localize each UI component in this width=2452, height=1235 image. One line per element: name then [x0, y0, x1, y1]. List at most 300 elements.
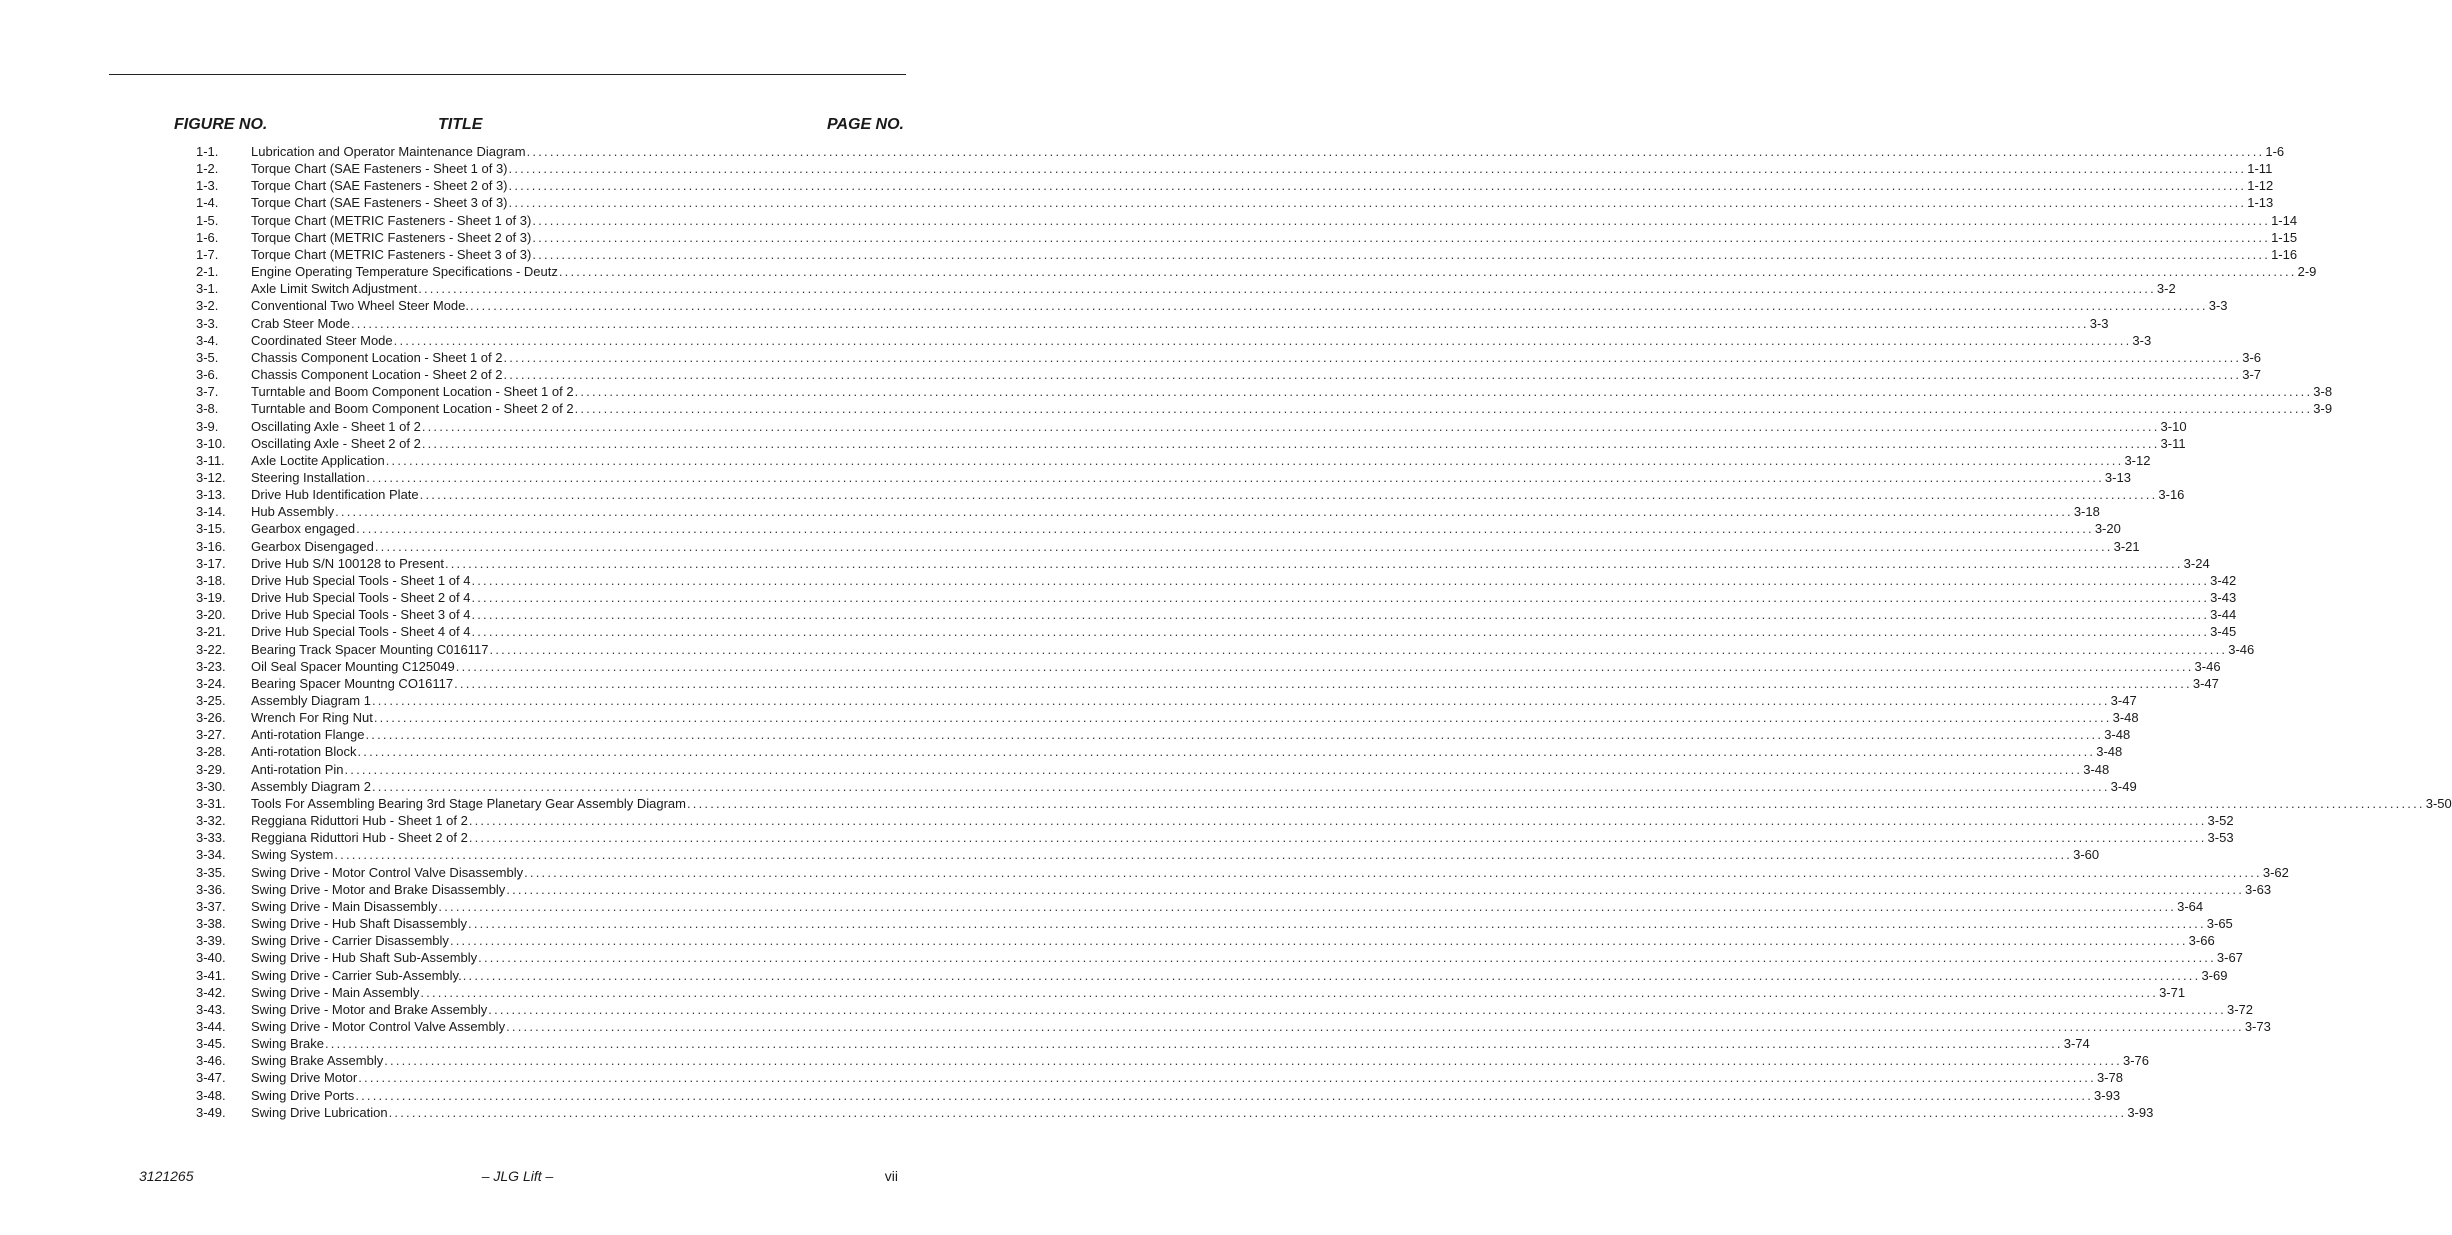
entry-body — [251, 967, 2228, 984]
dot-leader: ........................................................................................................................................................................................................................................................................................................... — [532, 246, 2271, 262]
figure-page: 3-20 — [2094, 521, 2121, 537]
figure-page: 3-45 — [2210, 624, 2237, 640]
figure-number: 3-13. — [196, 487, 226, 503]
dot-leader: ........................................................................................................................................................................................................................................................................................................... — [334, 847, 2073, 863]
figure-title: Swing Drive Motor — [251, 1070, 358, 1086]
figure-no-heading: FIGURE NO. — [174, 116, 268, 133]
figure-title: Turntable and Boom Component Location - Sheet 2 of 2 — [251, 401, 574, 417]
figure-number: 3-10. — [196, 435, 226, 451]
figure-page: 3-46 — [2228, 641, 2255, 657]
dot-leader: ........................................................................................................................................................................................................................................................................................................... — [506, 881, 2245, 897]
list-item[interactable] — [0, 263, 2317, 280]
figure-number: 3-17. — [196, 555, 226, 571]
entry-body — [251, 520, 2121, 537]
list-item[interactable] — [0, 280, 2176, 297]
entry-body — [251, 349, 2262, 366]
figure-title: Coordinated Steer Mode — [251, 332, 393, 348]
list-item[interactable] — [0, 212, 2298, 229]
figure-page: 3-48 — [2083, 761, 2110, 777]
figure-page: 3-13 — [2104, 469, 2131, 485]
figure-number: 3-6. — [196, 367, 219, 383]
dot-leader: ........................................................................................................................................................................................................................................................................................................... — [470, 298, 2208, 314]
list-item[interactable] — [0, 1052, 2149, 1069]
list-item[interactable] — [0, 400, 2333, 417]
figure-page: 3-12 — [2124, 452, 2151, 468]
list-item[interactable] — [0, 898, 2204, 915]
entry-body — [251, 486, 2185, 503]
figure-number: 1-1. — [196, 144, 219, 159]
figure-page: 3-9 — [2313, 401, 2333, 417]
list-item[interactable] — [0, 520, 2121, 537]
figure-page: 3-62 — [2262, 864, 2289, 880]
entry-body — [251, 229, 2298, 246]
figure-title: Swing Brake Assembly — [251, 1053, 384, 1069]
figure-page: 3-66 — [2188, 933, 2215, 949]
top-rule — [109, 74, 906, 75]
list-item[interactable] — [0, 692, 2137, 709]
figure-title: Swing Drive - Hub Shaft Sub-Assembly — [251, 950, 478, 966]
figure-page: 3-60 — [2073, 847, 2100, 863]
figure-number: 3-45. — [196, 1036, 226, 1052]
list-item[interactable] — [0, 743, 2123, 760]
list-item[interactable] — [0, 778, 2137, 795]
figure-number: 1-7. — [196, 246, 219, 262]
list-item[interactable] — [0, 1069, 2123, 1086]
figure-title: Anti-rotation Block — [251, 744, 357, 760]
figure-title: Swing Drive - Motor Control Valve Disassembly — [251, 864, 524, 880]
dot-leader: ........................................................................................................................................................................................................................................................................................................... — [532, 229, 2271, 245]
figure-page: 3-3 — [2132, 332, 2152, 348]
entry-body — [251, 263, 2317, 280]
figure-title: Conventional Two Wheel Steer Mode. — [251, 298, 469, 314]
figure-title: Tools For Assembling Bearing 3rd Stage Planetary Gear Assembly Diagram — [251, 795, 686, 811]
figure-number: 3-40. — [196, 950, 226, 966]
entry-body — [251, 383, 2333, 400]
dot-leader: ........................................................................................................................................................................................................................................................................................................... — [385, 452, 2124, 468]
entry-body — [251, 1069, 2123, 1086]
entry-body — [251, 1001, 2254, 1018]
figure-title: Swing Drive Ports — [251, 1087, 355, 1103]
entry-body — [251, 658, 2221, 675]
figure-title: Swing Drive - Carrier Disassembly — [251, 933, 449, 949]
dot-leader: ........................................................................................................................................................................................................................................................................................................... — [356, 521, 2094, 537]
figure-number: 3-11. — [196, 452, 225, 468]
figure-page: 1-16 — [2271, 246, 2298, 262]
figure-number: 3-47. — [196, 1070, 226, 1086]
list-item[interactable] — [0, 297, 2228, 314]
figure-page: 3-47 — [2110, 693, 2137, 708]
figure-title: Chassis Component Location - Sheet 1 of 2 — [251, 349, 503, 365]
list-item[interactable] — [0, 795, 2452, 812]
figure-page: 3-18 — [2073, 504, 2100, 520]
list-item[interactable] — [0, 1001, 2254, 1018]
figure-title: Anti-rotation Flange — [251, 727, 365, 743]
dot-leader: ........................................................................................................................................................................................................................................................................................................... — [462, 967, 2201, 983]
list-item[interactable] — [0, 915, 2233, 932]
figure-page: 3-49 — [2110, 778, 2137, 794]
figure-list — [0, 143, 2452, 1121]
figure-title: Swing Drive - Motor and Brake Assembly — [251, 1001, 488, 1017]
figure-page: 3-76 — [2122, 1053, 2149, 1069]
dot-leader: ........................................................................................................................................................................................................................................................................................................... — [365, 727, 2104, 743]
dot-leader: ........................................................................................................................................................................................................................................................................................................... — [393, 332, 2132, 348]
list-item[interactable] — [0, 864, 2289, 881]
entry-body — [251, 555, 2210, 572]
entry-body — [251, 160, 2273, 177]
entry-body — [251, 864, 2289, 881]
figure-title: Oscillating Axle - Sheet 1 of 2 — [251, 418, 421, 434]
dot-leader: ........................................................................................................................................................................................................................................................................................................... — [344, 761, 2083, 777]
entry-body — [251, 212, 2298, 229]
figure-title: Assembly Diagram 1 — [251, 693, 371, 708]
list-item[interactable] — [0, 623, 2237, 640]
entry-body — [251, 400, 2333, 417]
figure-page: 3-3 — [2208, 298, 2228, 314]
list-item[interactable] — [0, 435, 2186, 452]
entry-body — [251, 418, 2187, 435]
list-item[interactable] — [0, 538, 2140, 555]
dot-leader: ........................................................................................................................................................................................................................................................................................................... — [558, 264, 2297, 280]
figure-number: 3-41. — [196, 967, 226, 983]
dot-leader: ........................................................................................................................................................................................................................................................................................................... — [686, 795, 2425, 811]
list-item[interactable] — [0, 967, 2228, 984]
figure-page: 3-73 — [2244, 1018, 2271, 1034]
figure-page: 3-24 — [2183, 555, 2210, 571]
figure-number: 3-26. — [196, 710, 226, 726]
entry-body — [251, 932, 2215, 949]
list-item[interactable] — [0, 1018, 2271, 1035]
page-number: vii — [884, 1168, 898, 1184]
figure-title: Swing Drive - Hub Shaft Disassembly — [251, 916, 468, 932]
entry-body — [251, 726, 2131, 743]
entry-body — [251, 435, 2186, 452]
entry-body — [251, 297, 2228, 314]
figure-number: 3-16. — [196, 538, 226, 554]
figure-number: 3-44. — [196, 1018, 226, 1034]
list-item[interactable] — [0, 469, 2131, 486]
list-item[interactable] — [0, 555, 2210, 572]
dot-leader: ........................................................................................................................................................................................................................................................................................................... — [471, 590, 2210, 606]
dot-leader: ........................................................................................................................................................................................................................................................................................................... — [468, 813, 2207, 829]
entry-body — [251, 1052, 2149, 1069]
document-number: 3121265 — [139, 1168, 194, 1184]
figure-title: Oscillating Axle - Sheet 2 of 2 — [251, 435, 421, 451]
dot-leader: ........................................................................................................................................................................................................................................................................................................... — [468, 830, 2207, 846]
entry-body — [251, 1018, 2271, 1035]
figure-number: 3-5. — [196, 349, 219, 365]
list-item[interactable] — [0, 160, 2273, 177]
entry-body — [251, 675, 2219, 692]
list-item[interactable] — [0, 984, 2186, 1001]
entry-body — [251, 503, 2100, 520]
dot-leader: ........................................................................................................................................................................................................................................................................................................... — [355, 1087, 2094, 1103]
figure-title: Crab Steer Mode — [251, 315, 350, 331]
figure-number: 3-2. — [196, 298, 219, 314]
list-item[interactable] — [0, 315, 2109, 332]
dot-leader: ........................................................................................................................................................................................................................................................................................................... — [532, 212, 2271, 228]
figure-page: 1-11 — [2247, 161, 2273, 177]
figure-number: 3-37. — [196, 898, 226, 914]
figure-title: Drive Hub Special Tools - Sheet 3 of 4 — [251, 607, 471, 623]
figure-number: 1-2. — [196, 161, 219, 177]
page-footer — [0, 1168, 954, 1188]
table-header — [0, 116, 954, 136]
entry-body — [251, 332, 2152, 349]
figure-number: 3-28. — [196, 744, 226, 760]
dot-leader: ........................................................................................................................................................................................................................................................................................................... — [471, 624, 2210, 640]
dot-leader: ........................................................................................................................................................................................................................................................................................................... — [508, 161, 2247, 177]
figure-title: Swing System — [251, 847, 334, 863]
figure-page: 3-42 — [2210, 572, 2237, 588]
dot-leader: ........................................................................................................................................................................................................................................................................................................... — [421, 435, 2160, 451]
dot-leader: ........................................................................................................................................................................................................................................................................................................... — [503, 367, 2242, 383]
list-item[interactable] — [0, 1035, 2090, 1052]
entry-body — [251, 1087, 2121, 1104]
dot-leader: ........................................................................................................................................................................................................................................................................................................... — [388, 1104, 2127, 1120]
figure-title: Bearing Spacer Mountng CO16117 — [251, 675, 454, 691]
figure-number: 3-38. — [196, 916, 226, 932]
figure-page: 3-64 — [2177, 898, 2204, 914]
dot-leader: ........................................................................................................................................................................................................................................................................................................... — [488, 1001, 2226, 1017]
dot-leader: ........................................................................................................................................................................................................................................................................................................... — [373, 710, 2112, 726]
list-item[interactable] — [0, 932, 2215, 949]
entry-body — [251, 812, 2234, 829]
entry-body — [251, 778, 2137, 795]
entry-body — [251, 984, 2186, 1001]
entry-body — [251, 315, 2109, 332]
dot-leader: ........................................................................................................................................................................................................................................................................................................... — [421, 418, 2160, 434]
figure-title: Gearbox engaged — [251, 521, 356, 537]
figure-number: 3-4. — [196, 332, 219, 348]
figure-page: 1-12 — [2247, 178, 2274, 194]
entry-body — [251, 641, 2255, 658]
figure-number: 3-35. — [196, 864, 226, 880]
list-item[interactable] — [0, 658, 2221, 675]
figure-title: Torque Chart (METRIC Fasteners - Sheet 2 of 3) — [251, 229, 532, 245]
list-item[interactable] — [0, 177, 2274, 194]
list-item[interactable] — [0, 675, 2219, 692]
figure-title: Lubrication and Operator Maintenance Diagram — [251, 144, 526, 159]
list-item[interactable] — [0, 589, 2237, 606]
dot-leader: ........................................................................................................................................................................................................................................................................................................... — [366, 469, 2104, 485]
entry-body — [251, 469, 2131, 486]
figure-page: 3-46 — [2194, 658, 2221, 674]
figure-title: Drive Hub Special Tools - Sheet 2 of 4 — [251, 590, 471, 606]
figure-page: 1-15 — [2271, 229, 2298, 245]
list-item[interactable] — [0, 503, 2100, 520]
dot-leader: ........................................................................................................................................................................................................................................................................................................... — [374, 538, 2113, 554]
dot-leader: ........................................................................................................................................................................................................................................................................................................... — [335, 504, 2073, 520]
figure-page: 3-3 — [2089, 315, 2109, 331]
figure-page: 3-53 — [2207, 830, 2234, 846]
list-item[interactable] — [0, 726, 2131, 743]
figure-title: Drive Hub S/N 100128 to Present — [251, 555, 444, 571]
dot-leader: ........................................................................................................................................................................................................................................................................................................... — [574, 401, 2313, 417]
entry-body — [251, 795, 2452, 812]
figure-page: 3-8 — [2313, 384, 2333, 400]
dot-leader: ........................................................................................................................................................................................................................................................................................................... — [371, 778, 2110, 794]
list-item[interactable] — [0, 829, 2234, 846]
dot-leader: ........................................................................................................................................................................................................................................................................................................... — [468, 916, 2206, 932]
entry-body — [251, 692, 2137, 709]
figure-title: Torque Chart (SAE Fasteners - Sheet 1 of 3) — [251, 161, 508, 177]
figure-page: 3-69 — [2201, 967, 2228, 983]
figure-number: 3-3. — [196, 315, 219, 331]
figure-title: Drive Hub Special Tools - Sheet 1 of 4 — [251, 572, 471, 588]
entry-body — [251, 177, 2274, 194]
figure-title: Swing Brake — [251, 1036, 324, 1052]
entry-body — [251, 194, 2274, 211]
figure-title: Hub Assembly — [251, 504, 335, 520]
dot-leader: ........................................................................................................................................................................................................................................................................................................... — [420, 984, 2159, 1000]
figure-number: 3-33. — [196, 830, 226, 846]
list-item[interactable] — [0, 641, 2255, 658]
figure-title: Oil Seal Spacer Mounting C125049 — [251, 658, 455, 674]
figure-page: 1-14 — [2271, 212, 2298, 228]
figure-number: 3-46. — [196, 1053, 226, 1069]
list-item[interactable] — [0, 606, 2237, 623]
figure-title: Swing Drive - Motor Control Valve Assembly — [251, 1018, 506, 1034]
figure-page: 3-78 — [2096, 1070, 2123, 1086]
figure-page: 2-9 — [2297, 264, 2317, 280]
figure-number: 3-29. — [196, 761, 226, 777]
figure-title: Turntable and Boom Component Location - Sheet 1 of 2 — [251, 384, 574, 400]
figure-title: Swing Drive - Main Disassembly — [251, 898, 438, 914]
dot-leader: ........................................................................................................................................................................................................................................................................................................... — [574, 384, 2313, 400]
figure-number: 3-14. — [196, 504, 226, 520]
list-item[interactable] — [0, 1087, 2121, 1104]
list-item[interactable] — [0, 846, 2100, 863]
list-item[interactable] — [0, 332, 2152, 349]
figure-page: 3-10 — [2160, 418, 2187, 434]
dot-leader: ........................................................................................................................................................................................................................................................................................................... — [324, 1036, 2063, 1052]
figure-page: 3-93 — [2094, 1087, 2121, 1103]
figure-page: 3-63 — [2245, 881, 2272, 897]
dot-leader: ........................................................................................................................................................................................................................................................................................................... — [371, 693, 2110, 708]
figure-number: 3-30. — [196, 778, 226, 794]
list-item[interactable] — [0, 812, 2234, 829]
figure-page: 3-43 — [2210, 590, 2237, 606]
list-item[interactable] — [0, 1104, 2154, 1121]
dot-leader: ........................................................................................................................................................................................................................................................................................................... — [351, 315, 2089, 331]
list-item[interactable] — [0, 194, 2274, 211]
entry-body — [251, 881, 2272, 898]
dot-leader: ........................................................................................................................................................................................................................................................................................................... — [508, 195, 2247, 211]
entry-body — [251, 1104, 2154, 1121]
figure-title: Assembly Diagram 2 — [251, 778, 371, 794]
figure-number: 3-27. — [196, 727, 226, 743]
figure-title: Torque Chart (METRIC Fasteners - Sheet 3 of 3) — [251, 246, 532, 262]
entry-body — [251, 846, 2100, 863]
entry-body — [251, 623, 2237, 640]
dot-leader: ........................................................................................................................................................................................................................................................................................................... — [489, 641, 2228, 657]
entry-body — [251, 366, 2262, 383]
list-item[interactable] — [0, 229, 2298, 246]
figure-title: Torque Chart (SAE Fasteners - Sheet 2 of 3) — [251, 178, 508, 194]
list-item[interactable] — [0, 486, 2185, 503]
dot-leader: ........................................................................................................................................................................................................................................................................................................... — [471, 607, 2210, 623]
figure-title: Axle Loctite Application — [251, 452, 385, 468]
figure-page: 3-48 — [2104, 727, 2131, 743]
entry-body — [251, 452, 2151, 469]
list-item[interactable] — [0, 349, 2262, 366]
entry-body — [251, 572, 2237, 589]
list-item[interactable] — [0, 761, 2110, 778]
figure-title: Swing Drive - Carrier Sub-Assembly. — [251, 967, 462, 983]
figure-title: Reggiana Riduttori Hub - Sheet 1 of 2 — [251, 813, 468, 829]
figure-title: Swing Drive Lubrication — [251, 1104, 388, 1120]
figure-number: 3-39. — [196, 933, 226, 949]
figure-title: Chassis Component Location - Sheet 2 of 2 — [251, 367, 503, 383]
entry-body — [251, 606, 2237, 623]
figure-number: 3-24. — [196, 675, 226, 691]
figure-title: Wrench For Ring Nut — [251, 710, 373, 726]
entry-body — [251, 761, 2110, 778]
dot-leader: ........................................................................................................................................................................................................................................................................................................... — [438, 898, 2177, 914]
dot-leader: ........................................................................................................................................................................................................................................................................................................... — [444, 555, 2183, 571]
dot-leader: ........................................................................................................................................................................................................................................................................................................... — [454, 675, 2192, 691]
entry-body — [251, 949, 2243, 966]
figure-page: 3-47 — [2192, 675, 2219, 691]
figure-number: 3-34. — [196, 847, 226, 863]
figure-number: 3-1. — [196, 281, 219, 297]
dot-leader: ........................................................................................................................................................................................................................................................................................................... — [524, 864, 2262, 880]
list-item[interactable] — [0, 366, 2262, 383]
figure-page: 3-74 — [2063, 1036, 2090, 1052]
figure-number: 1-3. — [196, 178, 219, 194]
list-item[interactable] — [0, 949, 2243, 966]
figure-number: 3-31. — [196, 795, 226, 811]
list-item[interactable] — [0, 452, 2151, 469]
figure-page: 3-44 — [2210, 607, 2237, 623]
figure-title: Steering Installation — [251, 469, 366, 485]
figure-number: 3-42. — [196, 984, 226, 1000]
figure-title: Drive Hub Special Tools - Sheet 4 of 4 — [251, 624, 471, 640]
figure-title: Engine Operating Temperature Specifications - Deutz — [251, 264, 558, 280]
list-item[interactable] — [0, 418, 2187, 435]
entry-body — [251, 246, 2298, 263]
figure-page: 3-50 — [2425, 795, 2452, 811]
list-item[interactable] — [0, 383, 2333, 400]
list-item[interactable] — [0, 881, 2272, 898]
title-heading: TITLE — [438, 116, 483, 133]
dot-leader: ........................................................................................................................................................................................................................................................................................................... — [526, 144, 2265, 159]
figure-title: Reggiana Riduttori Hub - Sheet 2 of 2 — [251, 830, 468, 846]
dot-leader: ........................................................................................................................................................................................................................................................................................................... — [506, 1018, 2244, 1034]
figure-number: 1-4. — [196, 195, 219, 211]
footer-brand: – JLG Lift – — [481, 1168, 554, 1184]
figure-number: 3-15. — [196, 521, 226, 537]
figure-page: 3-6 — [2242, 349, 2262, 365]
figure-number: 3-7. — [196, 384, 219, 400]
list-item[interactable] — [0, 143, 2285, 160]
figure-title: Swing Drive - Motor and Brake Disassembly — [251, 881, 506, 897]
figure-title: Gearbox Disengaged — [251, 538, 374, 554]
list-item[interactable] — [0, 709, 2139, 726]
figure-page: 3-72 — [2227, 1001, 2254, 1017]
list-item[interactable] — [0, 246, 2298, 263]
figure-page: 3-71 — [2159, 984, 2186, 1000]
dot-leader: ........................................................................................................................................................................................................................................................................................................... — [384, 1053, 2122, 1069]
figure-page: 3-48 — [2112, 710, 2139, 726]
entry-body — [251, 915, 2233, 932]
figure-page: 3-67 — [2216, 950, 2243, 966]
figure-title: Drive Hub Identification Plate — [251, 487, 419, 503]
entry-body — [251, 1035, 2090, 1052]
entry-body — [251, 589, 2237, 606]
list-item[interactable] — [0, 572, 2237, 589]
figure-title: Torque Chart (SAE Fasteners - Sheet 3 of 3) — [251, 195, 508, 211]
